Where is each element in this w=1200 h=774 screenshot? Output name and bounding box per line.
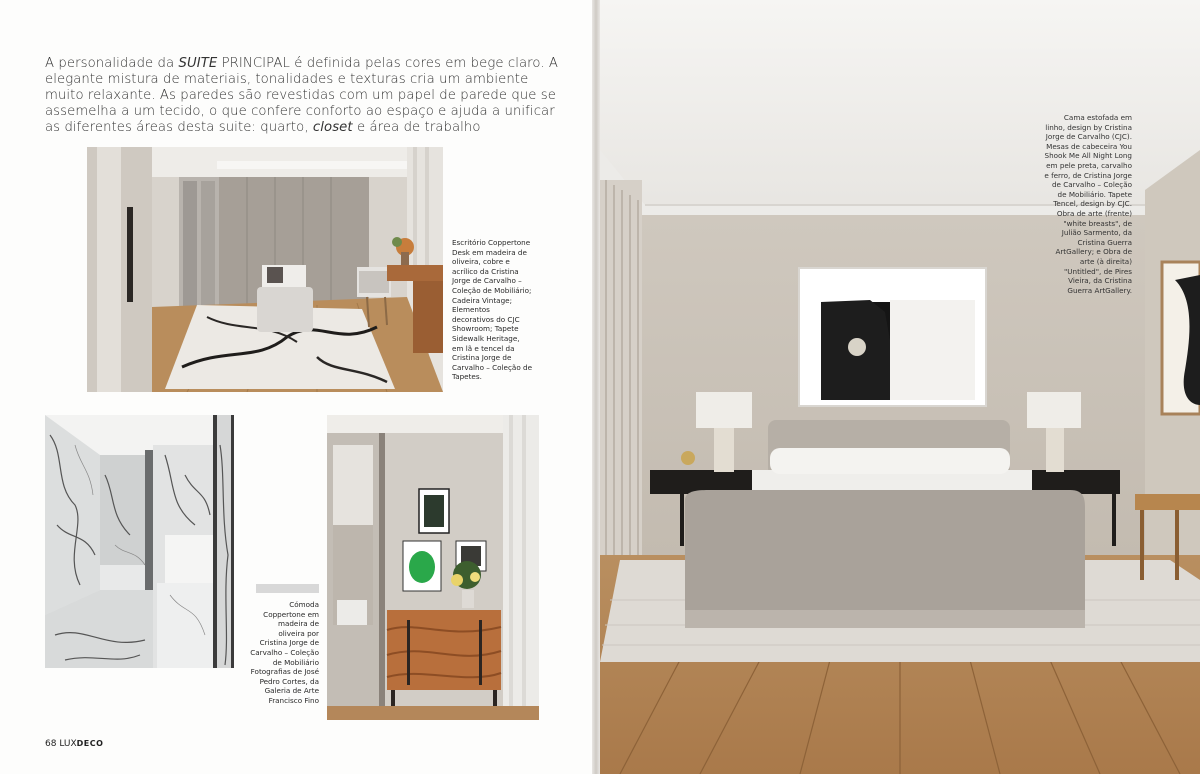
left-page [0, 0, 592, 774]
intro-text-1: A personalidade da [45, 56, 179, 71]
intro-emphasis-closet: closet [312, 120, 353, 135]
dresser-caption: Cómoda Coppertone em madeira de oliveira por Cristina Jorge de Carvalho – Coleção de Mobiliário Fotografias de José Pedro Cortes, da Galeria de Arte Francisco Fino [250, 600, 319, 705]
page-gutter [592, 0, 600, 774]
intro-text-2: PRINCIPAL é definida pelas cores em bege claro. A elegante mistura de materiais, tonalidades e texturas cria um ambiente muito relaxante. As paredes são revestidas com um papel de parede que se assemelha a um tecido, o que confere conforto ao espaço e ajuda a unificar as diferentes áreas desta suite: quarto, [45, 56, 559, 135]
intro-emphasis-suite: SUITE [178, 56, 222, 71]
page-number: 68 [45, 739, 57, 749]
bathroom-photo [45, 415, 234, 668]
caption-marker-bar [256, 584, 319, 593]
office-caption: Escritório Coppertone Desk em madeira de oliveira, cobre e acrílico da Cristina Jorge de Carvalho – Coleção de Mobiliário; Cadeira Vintage; Elementos decorativos do CJC Showroom; Tapete Sidewalk Heritage, em lã e tencel da Cristina Jorge de Carvalho – Coleção de Tapetes. [452, 238, 533, 382]
bedroom-caption: Cama estofada em linho, design by Cristina Jorge de Carvalho (CJC). Mesas de cabeceira You Shook Me All Night Long em pele preta, carvalho e ferro, de Cristina Jorge de Carvalho – Coleção de Mobiliário. Tapete Tencel, design by CJC. Obra de arte (frente) "white breasts", de Julião Sarmento, da Cristina Guerra ArtGallery; e Obra de arte (à direita) "Untitled", de Pires Vieira, da Cristina Guerra ArtGallery. [1044, 113, 1132, 295]
page-folio [45, 739, 103, 749]
dresser-photo [327, 415, 539, 720]
intro-paragraph [45, 56, 565, 136]
magazine-brand-deco: DECO [76, 739, 104, 748]
intro-text-3: e área de trabalho [352, 120, 481, 135]
office-photo [87, 147, 443, 392]
magazine-brand-lux: LUX [59, 739, 77, 749]
